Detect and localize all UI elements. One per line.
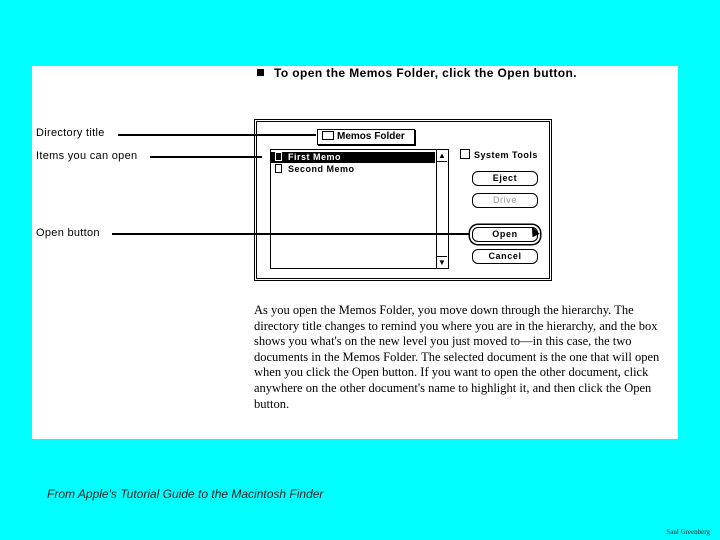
document-icon [275,152,282,161]
callout-open-button: Open button [36,227,100,239]
directory-title-popup[interactable]: Memos Folder [317,129,415,145]
scrollbar[interactable] [436,150,448,268]
scroll-up-icon[interactable]: ▲ [438,151,446,160]
list-item[interactable]: First Memo [271,152,435,163]
scroll-down-icon[interactable]: ▼ [438,258,446,267]
cancel-button[interactable]: Cancel [472,249,538,264]
author-credit: Saul Greenberg [666,528,710,536]
eject-button[interactable]: Eject [472,171,538,186]
drive-button[interactable]: Drive [472,193,538,208]
file-list [270,149,449,269]
callout-directory-title: Directory title [36,127,105,139]
document-icon [275,164,282,173]
tutorial-body-text: As you open the Memos Folder, you move down through the hierarchy. The directory title changes to remind you where you are in the hierarchy, and the box shows you what's on the new level you just moved to—in this case, the two documents in the Memos Folder. The selected document is the one that will open when you click the Open button. If you want to open the other document, click anywhere on the other document's name to highlight it, and then click the Open button. [254,303,660,411]
bullet-icon [257,69,264,76]
open-file-dialog [254,119,552,281]
leader-line-items [150,156,262,158]
callout-items-you-can-open: Items you can open [36,150,138,162]
list-item[interactable]: Second Memo [271,164,435,175]
disk-icon [460,149,470,159]
scanned-figure [32,66,678,439]
disk-name-label: System Tools [460,149,538,160]
figure-heading: To open the Memos Folder, click the Open button. [257,66,577,80]
slide-caption: From Apple's Tutorial Guide to the Macintosh Finder [47,487,324,501]
folder-icon [322,131,334,140]
open-button[interactable]: Open [472,227,538,242]
